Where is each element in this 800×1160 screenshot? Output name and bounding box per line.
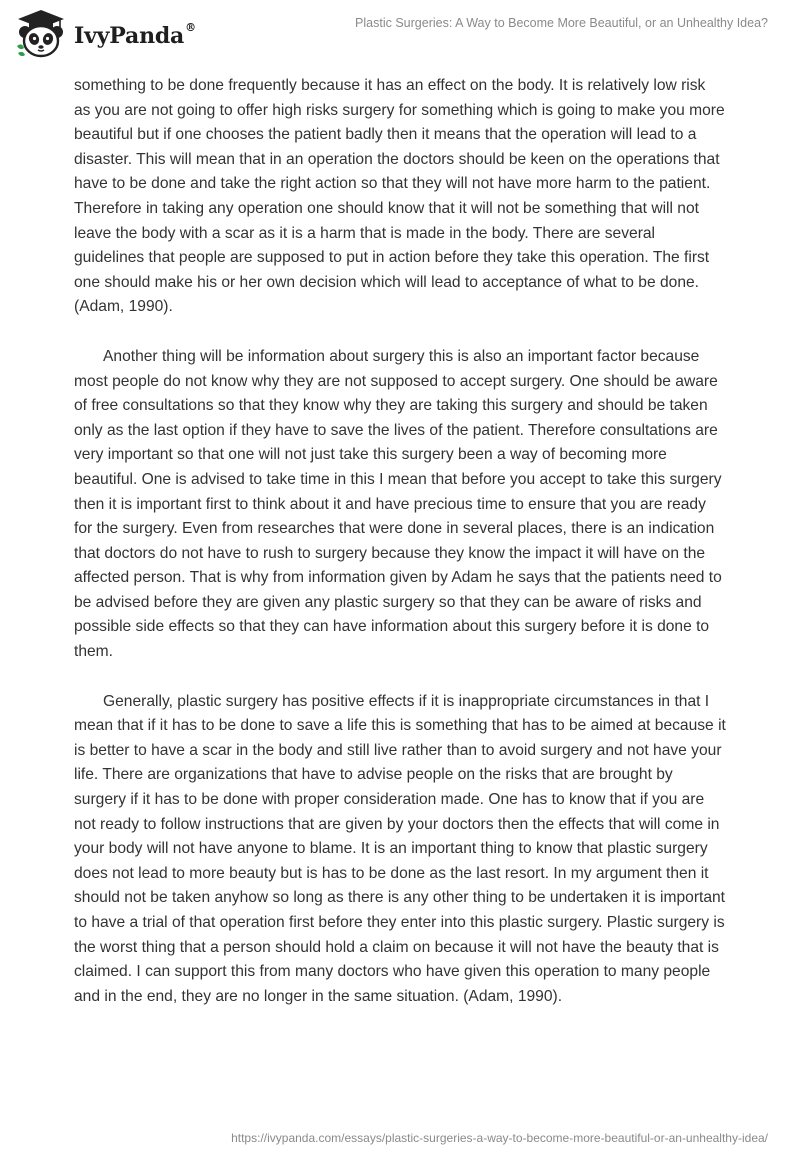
source-url[interactable]: https://ivypanda.com/essays/plastic-surgeries-a-way-to-become-more-beautiful-or-an-unhealthy-idea/ — [231, 1131, 768, 1145]
ivypanda-logo[interactable] — [14, 8, 196, 60]
paragraph-2: Another thing will be information about surgery this is also an important factor because most people do not know why they are not supposed to accept surgery. One should be aware of free consultations so that they know why they are taking this surgery and should be taken only as the last option if they have to save the lives of the patient. Therefore consultations are very important so that one will not just take this surgery been a way of becoming more beautiful. One is advised to take time in this I mean that before you accept to take this surgery then it is important first to think about it and have precious time to ensure that you are ready for the surgery. Even from researches that were done in several places, there is an indication that doctors do not have to rush to surgery because they know the impact it will have on the affected person. That is why from information given by Adam he says that the patients need to be advised before they are given any plastic surgery so that they can be aware of risks and possible side effects so that they can have information about this surgery before it is done to them. — [74, 347, 722, 661]
essay-body — [74, 74, 726, 1034]
paragraph-3: Generally, plastic surgery has positive effects if it is inappropriate circumstances in that I mean that if it has to be done to save a life this is something that has to be aimed at because it is better to have a scar in the body and still live rather than to avoid surgery and not have your life. There are organizations that have to advise people on the risks that are brought by surgery if it has to be done with proper consideration made. One has to know that if you are not ready to follow instructions that are given by your doctors then the effects that will come in your body will not have anyone to blame. It is an important thing to know that plastic surgery does not lead to more beauty but is has to be done as the last resort. In my argument then it should not be taken anyhow so long as there is any other thing to be undertaken it is important to have a trial of that operation first before they enter into this plastic surgery. Plastic surgery is the worst thing that a person should hold a claim on because it will not have the beauty that is claimed. I can support this from many doctors who have given this operation to many people and in the end, they are no longer in the same situation. (Adam, 1990). — [74, 692, 726, 1005]
registered-mark: ® — [185, 21, 196, 34]
brand-name: IvyPanda® — [74, 21, 196, 49]
document-title: Plastic Surgeries: A Way to Become More Beautiful, or an Unhealthy Idea? — [355, 16, 768, 30]
page-header — [0, 0, 800, 70]
paragraph-1: something to be done frequently because it has an effect on the body. It is relatively low risk as you are not going to offer high risks surgery for something which is going to make you more beautiful but if one chooses the patient badly then it means that the operation will lead to a disaster. This will mean that in an operation the doctors should be keen on the operations that have to be done and take the right action so that they will not have more harm to the patient. Therefore in taking any operation one should know that it will not be something that will not leave the body with a scar as it is a harm that is made in the body. There are several guidelines that people are supposed to put in action before they take this operation. The first one should make his or her own decision which will lead to acceptance of what to be done. (Adam, 1990). — [74, 77, 725, 316]
panda-graduation-cap-icon — [14, 8, 68, 60]
